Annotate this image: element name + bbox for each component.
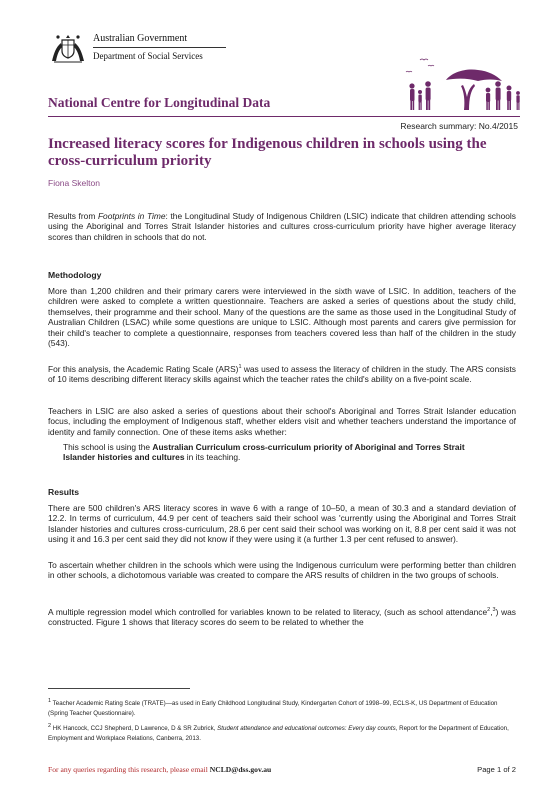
results-paragraph-2: To ascertain whether children in the schools which were using the Indigenous curriculum were performing better than children in other schools, a dichotomous variable was created to compare the ARS results of children in the two groups of schools. — [48, 560, 516, 581]
methodology-paragraph-1: More than 1,200 children and their primary carers were interviewed in the sixth wave of LSIC. In addition, teachers of the children were asked to complete a written questionnaire. Teachers are asked a series of questions about the study child, themselves, their programme and their school. Many of the questions are the same as those used in the Longitudinal Study of Australian Children (LSAC) while some questions are unique to LSIC. Although most parents and carers give permission for their child's teacher to complete a questionnaire, responses from teachers covered less than half of the children in the study (543). — [48, 286, 516, 349]
footnote-divider — [48, 688, 190, 689]
survey-item-quote: This school is using the Australian Curriculum cross-curriculum priority of Aboriginal and Torres Strait Islander histories and cultures in its teaching. — [63, 442, 465, 463]
methodology-paragraph-3: Teachers in LSIC are also asked a series of questions about their school's Aboriginal and Torres Strait Islander education focus, including the employment of Indigenous staff, whether elders visit and whether teachers understand the importance of identity and family connection. One of these items asks whether: — [48, 406, 516, 437]
government-name: Australian Government — [93, 33, 188, 44]
department-name: Department of Social Services — [93, 51, 203, 61]
footnote-2: $^2$ HK Hancock, CCJ Shepherd, D Lawrence, D & SR Zubrick, Student attendance and educational outcomes: Every day counts, Report for the Department of Education, Employment and Workplace Relations, Canberra, 2013. — [48, 722, 509, 742]
family-silhouettes-tree-icon — [398, 50, 523, 114]
results-paragraph-1: There are 500 children's ARS literacy scores in wave 6 with a range of 10–50, a mean of 30.3 and a standard deviation of 12.2. In terms of curriculum, 44.9 per cent of teachers said their school was 'currently using the Aboriginal and Torres Strait Islander histories and cultures cross-curriculum, 28.6 per cent said their school was working on it, 8.8 per cent said it was not using it and 16.3 per cent said they did not know if they were using it (a further 1.3 per cent refused to answer). — [48, 503, 516, 545]
author-name: Fiona Skelton — [48, 178, 100, 188]
contact-email-link[interactable]: NCLD@dss.gov.au — [209, 765, 272, 774]
header-divider — [48, 116, 520, 117]
footnote-1: $^1$ Teacher Academic Rating Scale (TRATE)—as used in Early Childhood Longitudinal Study, Kindergarten Cohort of 1998–99, ECLS-K, US Department of Education (Spring Teacher Questionnaire). — [48, 697, 498, 717]
government-divider — [93, 47, 226, 48]
footer-contact: For any queries regarding this research, please email NCLD@dss.gov.au — [48, 765, 272, 774]
methodology-paragraph-2: For this analysis, the Academic Rating Scale (ARS)$^1$ was used to assess the literacy of children in the study. The ARS consists of 10 items describing different literacy skills against which the teacher rates the child's ability on a five-point scale. — [48, 364, 516, 385]
page-number: Page 1 of 2 — [477, 765, 516, 774]
results-heading: Results — [48, 487, 80, 497]
research-summary-number: Research summary: No.4/2015 — [400, 121, 518, 131]
methodology-heading: Methodology — [48, 270, 102, 280]
page-title: Increased literacy scores for Indigenous children in schools using the cross-curriculum priority — [48, 136, 487, 169]
intro-paragraph: Results from Footprints in Time: the Longitudinal Study of Indigenous Children (LSIC) indicate that children attending schools using the Aboriginal and Torres Strait Islander histories and cultures cross-curriculum priority have higher average literacy scores than children in schools that do not. — [48, 211, 516, 242]
results-paragraph-3: A multiple regression model which controlled for variables known to be related to literacy, (such as school attendance$^2$,$^3$) was constructed. Figure 1 shows that literacy scores do seem to be related to whether the — [48, 607, 516, 628]
coat-of-arms-icon — [48, 31, 88, 65]
centre-name: National Centre for Longitudinal Data — [48, 95, 271, 110]
